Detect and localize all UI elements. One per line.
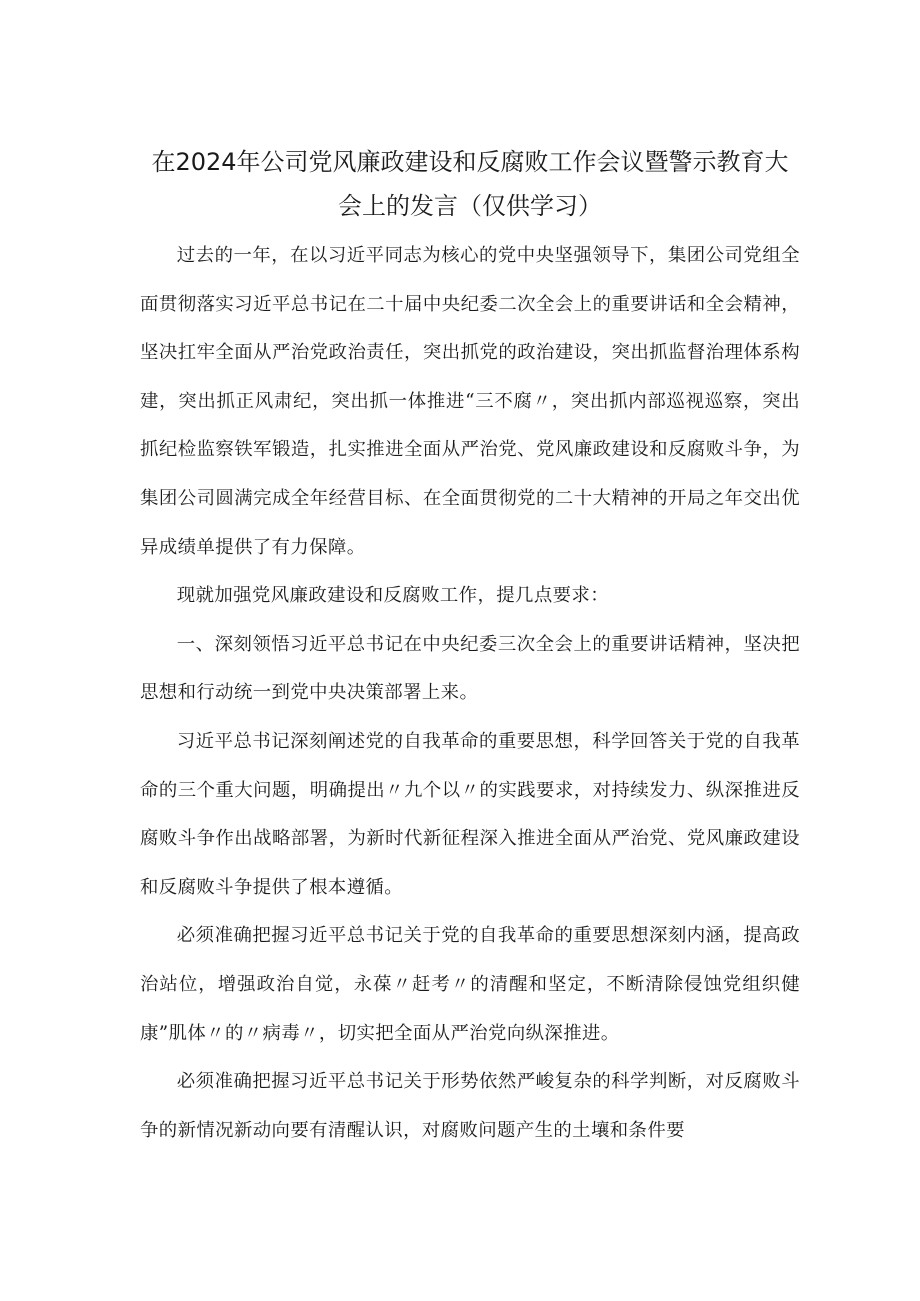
title-line-1: 在2024年公司党风廉政建设和反腐败工作会议暨警示教育大 [151,148,789,176]
paragraph-grasp-situation: 必须准确把握习近平总书记关于形势依然严峻复杂的科学判断，对反腐败斗争的新情况新动向要有清醒认识，对腐败问题产生的土壤和条件要 [140,1071,800,1141]
paragraph-self-revolution: 习近平总书记深刻阐述党的自我革命的重要思想，科学回答关于党的自我革命的三个重大问题，明确提出〃九个以〃的实践要求，对持续发力、纵深推进反腐败斗争作出战略部署，为新时代新征程深入推进全面从严治党、党风廉政建设和反腐败斗争提供了根本遵循。 [140,730,800,898]
document-body [140,232,800,1155]
paragraph-review: 过去的一年，在以习近平同志为核心的党中央坚强领导下，集团公司党组全面贯彻落实习近平总书记在二十届中央纪委二次全会上的重要讲话和全会精神，坚决扛牢全面从严治党政治责任，突出抓党的政治建设，突出抓监督治理体系构建，突出抓正风肃纪，突出抓一体推进“三不腐〃，突出抓内部巡视巡察，突出抓纪检监察铁军锻造，扎实推进全面从严治党、党风廉政建设和反腐败斗争，为集团公司圆满完成全年经营目标、在全面贯彻党的二十大精神的开局之年交出优异成绩单提供了有力保障。 [140,245,800,558]
paragraph-grasp-connotation: 必须准确把握习近平总书记关于党的自我革命的重要思想深刻内涵，提高政治站位，增强政治自觉，永葆〃赶考〃的清醒和坚定，不断清除侵蚀党组织健康”肌体〃的〃病毒〃，切实把全面从严治党向纵深推进。 [140,925,800,1044]
title-line-2: 会上的发言（仅供学习） [338,192,602,220]
document-title [140,140,800,228]
paragraph-requirements-intro: 现就加强党风廉政建设和反腐败工作，提几点要求： [176,585,609,607]
paragraph-section-one-heading: 一、深刻领悟习近平总书记在中央纪委三次全会上的重要讲话精神，坚决把思想和行动统一到党中央决策部署上来。 [140,633,800,704]
